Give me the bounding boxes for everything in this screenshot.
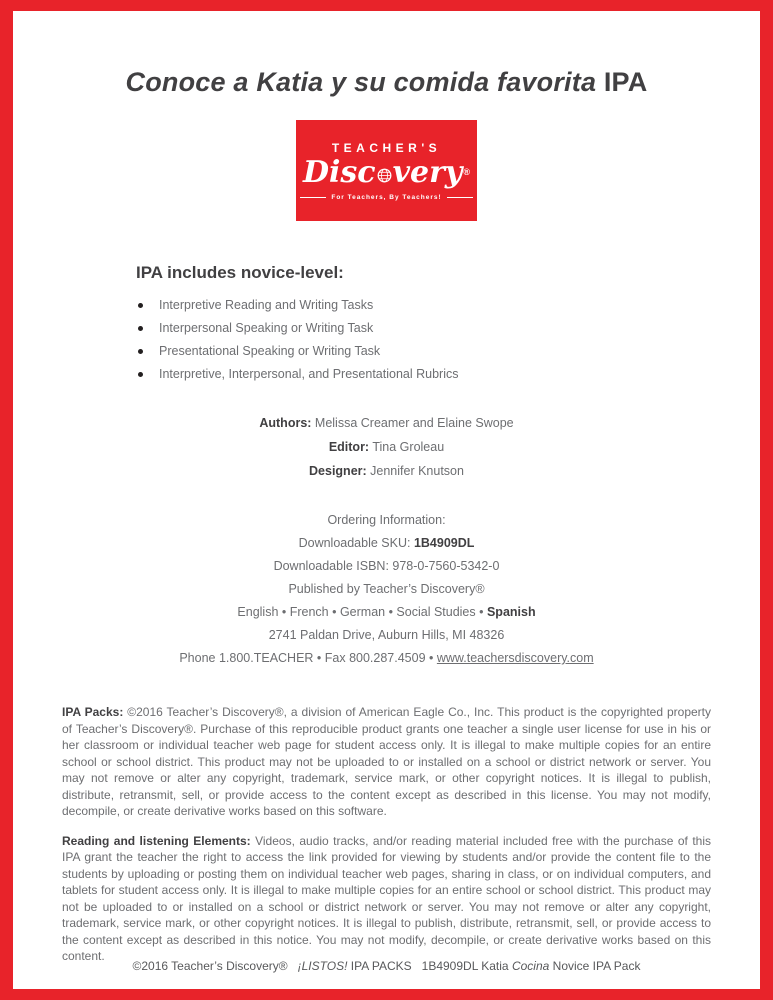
legal-block: [62, 704, 711, 965]
includes-list: [138, 299, 760, 381]
bullet-icon: [138, 372, 143, 377]
credit-editor: [13, 435, 760, 459]
ordering-address: 2741 Paldan Drive, Auburn Hills, MI 48326: [268, 628, 505, 642]
credit-designer: [13, 459, 760, 483]
page-footer: [13, 959, 760, 973]
credit-value: Melissa Creamer and Elaine Swope: [311, 416, 514, 430]
sku-label: Downloadable SKU:: [298, 536, 414, 550]
logo-wordmark-top: TEACHER'S: [331, 140, 442, 155]
registered-mark: ®: [463, 166, 470, 177]
footer-pack-info: IPA PACKS 1B4909DL Katia: [347, 959, 512, 973]
credits-block: [13, 411, 760, 483]
legal-paragraph-reading-listening: [62, 833, 711, 965]
ordering-subjects: [13, 601, 760, 624]
contact-prefix: Phone 1.800.TEACHER • Fax 800.287.4509 •: [179, 651, 437, 665]
list-item-label: Interpretive, Interpersonal, and Presentational Rubrics: [159, 367, 459, 381]
footer-copyright: ©2016 Teacher’s Discovery®: [132, 959, 298, 973]
title-suffix: IPA: [596, 67, 648, 97]
logo-tagline-text: For Teachers, By Teachers!: [331, 193, 442, 201]
list-item-label: Interpersonal Speaking or Writing Task: [159, 321, 374, 335]
footer-series-italic: ¡LISTOS!: [297, 959, 348, 973]
teachers-discovery-logo: [296, 120, 477, 221]
legal-label: Reading and listening Elements:: [62, 833, 251, 848]
ordering-isbn: Downloadable ISBN: 978-0-7560-5342-0: [273, 559, 500, 573]
ordering-contact: [13, 647, 760, 670]
credit-value: Jennifer Knutson: [366, 464, 464, 478]
credit-authors: [13, 411, 760, 435]
ordering-sku: [13, 532, 760, 555]
bullet-icon: [138, 349, 143, 354]
list-item: [138, 368, 760, 381]
logo-wordmark-script: [303, 156, 470, 190]
includes-heading: IPA includes novice-level:: [136, 263, 344, 282]
legal-text: ©2016 Teacher’s Discovery®, a division of American Eagle Co., Inc. This product is the copyrighted property of Teacher’s Discovery®. Purchase of this reproducible product grants one teacher a single user license for use in his or her classroom or individual teacher web page for student access only. It is illegal to make multiple copies for an entire school or school district. This product may not be uploaded to or installed on a school or district network or server. You may not remove or alter any copyright, trademark, service mark, or other copyright notices. It is illegal to publish, distribute, retransmit, sell, or provide access to the content except as described in this license. You may not modify, decompile, or create derivative works based on this software.: [62, 705, 711, 818]
footer-pack-suffix: Novice IPA Pack: [549, 959, 641, 973]
title-italic: Conoce a Katia y su comida favorita: [125, 67, 597, 97]
legal-text: Videos, audio tracks, and/or reading material included free with the purchase of this IPA grant the teacher the right to access the link provided for viewing by students and/or provide the content file to the students by uploading or posting them on individual teacher web pages, sharing in class, or on individual computers, and tablets for student access only. It is illegal to make multiple copies for an entire school or school district. This product may not be uploaded to or installed on a school or district network or server. You may not remove or alter any copyright, trademark, service mark, or other copyright notices. It is illegal to publish, distribute, retransmit, sell, or provide access to the content except as described in this notice. You may not modify, decompile, or create derivative works based on this content.: [62, 833, 711, 963]
bullet-icon: [138, 303, 143, 308]
list-item-label: Interpretive Reading and Writing Tasks: [159, 298, 374, 312]
list-item: [138, 322, 760, 335]
bullet-icon: [138, 326, 143, 331]
credit-label: Authors:: [259, 416, 312, 430]
legal-label: IPA Packs:: [62, 705, 124, 719]
document-page: [13, 11, 760, 989]
credit-label: Editor:: [328, 440, 370, 454]
website-link[interactable]: www.teachersdiscovery.com: [436, 651, 594, 665]
subjects-spanish: Spanish: [486, 605, 536, 619]
sku-value: 1B4909DL: [413, 536, 475, 550]
ordering-block: [13, 509, 760, 670]
list-item: [138, 345, 760, 358]
logo-script-part2: very: [392, 154, 463, 190]
ordering-heading: Ordering Information:: [327, 513, 446, 527]
page-title: [13, 67, 760, 98]
subjects-prefix: English • French • German • Social Studies •: [237, 605, 487, 619]
credit-label: Designer:: [309, 464, 367, 478]
globe-icon: [377, 158, 392, 190]
ordering-publisher: Published by Teacher’s Discovery®: [288, 582, 485, 596]
credit-value: Tina Groleau: [369, 440, 445, 454]
list-item-label: Presentational Speaking or Writing Task: [159, 344, 381, 358]
legal-paragraph-ipa-packs: [62, 704, 711, 820]
logo-tagline: [300, 194, 472, 201]
list-item: [138, 299, 760, 312]
logo-script-part1: Disc: [303, 154, 376, 190]
footer-title-italic: Cocina: [511, 959, 550, 973]
